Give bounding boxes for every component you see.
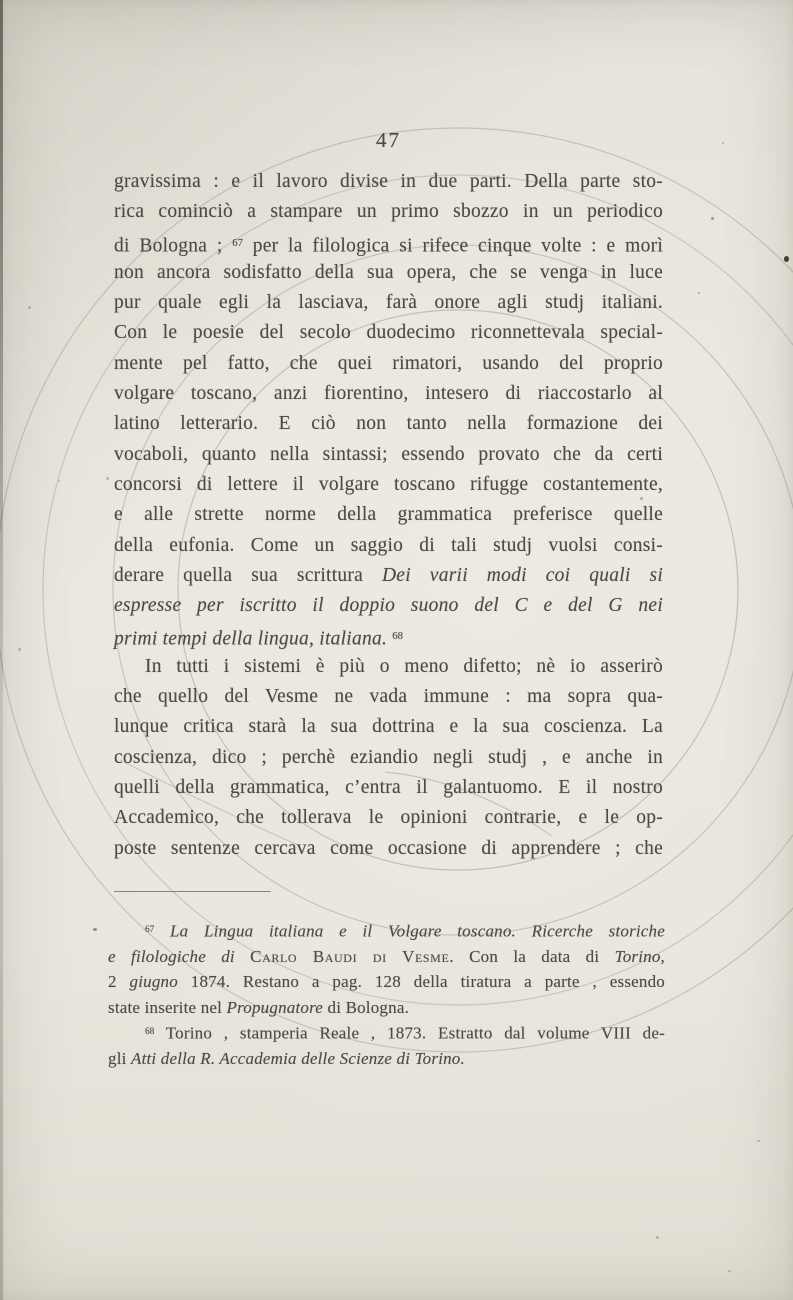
text-segment: rica cominciò a stampare un primo sbozzo in un periodico — [114, 201, 663, 223]
text-line — [114, 440, 663, 470]
text-line — [114, 591, 663, 621]
text-segment: 67 — [232, 236, 243, 249]
paper-speck — [698, 292, 700, 294]
text-segment: giugno — [129, 972, 178, 992]
text-line — [108, 1046, 665, 1072]
text-line — [108, 995, 665, 1021]
text-line — [114, 197, 663, 227]
text-segment: La Lingua italiana e il Volgare toscano. Ricerche storiche — [169, 921, 665, 941]
text-segment: Dei varii modi coi quali si — [381, 564, 663, 586]
text-segment: state inserite nel — [108, 997, 227, 1017]
footnote-divider — [114, 891, 271, 892]
text-segment: lunque critica starà la sua dottrina e la sua coscienza. La — [114, 716, 663, 738]
text-line — [114, 561, 663, 591]
paper-speck — [106, 477, 109, 480]
text-segment: pur quale egli la lasciava, farà onore agli studj italiani. — [114, 292, 663, 314]
text-segment: quelli della grammatica, c’entra il galantuomo. E il nostro — [114, 776, 663, 798]
paper-speck — [28, 306, 31, 309]
paper-speck — [757, 1140, 760, 1142]
text-line — [114, 682, 663, 712]
text-line — [114, 621, 663, 651]
text-line — [114, 712, 663, 742]
text-line — [108, 918, 665, 944]
text-segment: gravissima : e il lavoro divise in due parti. Della parte sto- — [114, 171, 663, 192]
text-line — [114, 773, 663, 803]
text-segment: 67 — [145, 925, 155, 935]
paper-speck — [93, 928, 97, 931]
text-line — [114, 531, 663, 561]
text-segment: volgare toscano, anzi fiorentino, intesero di riaccostarlo al — [114, 383, 663, 405]
text-segment: espresse per iscritto il doppio suono del C e del G nei — [114, 595, 663, 617]
text-segment: Torino , stamperia Reale , 1873. Estratto dal volume VIII de- — [154, 1024, 665, 1044]
text-segment: mente pel fatto, che quei rimatori, usando del proprio — [114, 352, 663, 374]
text-segment: di Bologna. — [323, 997, 410, 1017]
text-segment: vocaboli, quanto nella sintassi; essendo provato che da certi — [114, 443, 663, 465]
text-segment: . Con la data di — [449, 946, 615, 966]
text-segment: poste sentenze cercava come occasione di apprendere ; che — [114, 837, 663, 859]
text-line — [108, 969, 665, 995]
text-segment: , — [660, 946, 665, 966]
text-line — [114, 318, 663, 348]
text-line — [114, 470, 663, 500]
text-line — [108, 944, 665, 970]
paper-speck — [722, 142, 724, 144]
text-segment: e alle strette norme della grammatica preferisce quelle — [114, 504, 663, 526]
text-segment: Atti della R. Accademia delle Scienze di Torino. — [131, 1048, 465, 1068]
text-segment — [154, 922, 170, 941]
text-segment: In tutti i sistemi è più o meno difetto; nè io asserirò — [145, 655, 663, 677]
text-line — [114, 500, 663, 530]
text-line — [114, 167, 663, 197]
text-line — [114, 228, 663, 258]
text-segment: Torino — [614, 946, 661, 966]
paper-speck — [728, 1270, 731, 1272]
text-segment: latino letterario. E ciò non tanto nella formazione dei — [114, 413, 663, 435]
text-line — [114, 803, 663, 833]
text-line — [114, 379, 663, 409]
text-line — [114, 258, 663, 288]
text-line — [114, 349, 663, 379]
paper-speck — [656, 1236, 659, 1239]
text-segment: coscienza, dico ; perchè eziandio negli studj , e anche in — [114, 746, 663, 768]
text-segment: per la filologica si rifece cinque volte : e morì — [243, 234, 663, 256]
paper-speck — [18, 648, 21, 651]
text-segment: 1874. Restano a pag. 128 della tiratura a parte , essendo — [177, 972, 665, 992]
text-segment: 68 — [145, 1027, 155, 1038]
page-number: 47 — [376, 128, 401, 152]
text-segment: gli — [108, 1048, 131, 1068]
text-segment: Propugnatore — [226, 997, 324, 1017]
text-line — [114, 288, 663, 318]
text-segment: 2 — [108, 972, 130, 992]
body-text — [114, 167, 663, 864]
text-segment: 68 — [392, 630, 403, 643]
text-segment: che quello del Vesme ne vada immune : ma sopra qua- — [114, 686, 663, 708]
text-segment: e filologiche di — [108, 946, 251, 966]
text-segment: primi tempi della lingua, italiana. — [114, 628, 393, 650]
text-segment: della eufonia. Come un saggio di tali studj vuolsi consi- — [114, 534, 663, 556]
scan-left-edge-shadow — [0, 0, 3, 1300]
paper-speck — [711, 217, 714, 220]
text-segment: Accademico, che tollerava le opinioni contrarie, e le op- — [114, 807, 663, 829]
text-segment: derare quella sua scrittura — [114, 564, 382, 586]
text-line — [114, 834, 663, 864]
text-segment: non ancora sodisfatto della sua opera, che se venga in luce — [114, 261, 663, 283]
ink-dot — [784, 256, 789, 262]
footnotes — [108, 918, 665, 1072]
text-segment: Carlo Baudi di Vesme — [250, 946, 450, 966]
text-line — [114, 409, 663, 439]
text-line — [114, 652, 663, 682]
text-line — [108, 1020, 665, 1046]
paper-speck — [58, 480, 60, 482]
text-line — [114, 743, 663, 773]
text-segment: concorsi di lettere il volgare toscano rifugge costantemente, — [114, 473, 663, 495]
text-segment: Con le poesie del secolo duodecimo riconnettevala special- — [114, 322, 663, 344]
text-segment: di Bologna ; — [114, 234, 233, 256]
